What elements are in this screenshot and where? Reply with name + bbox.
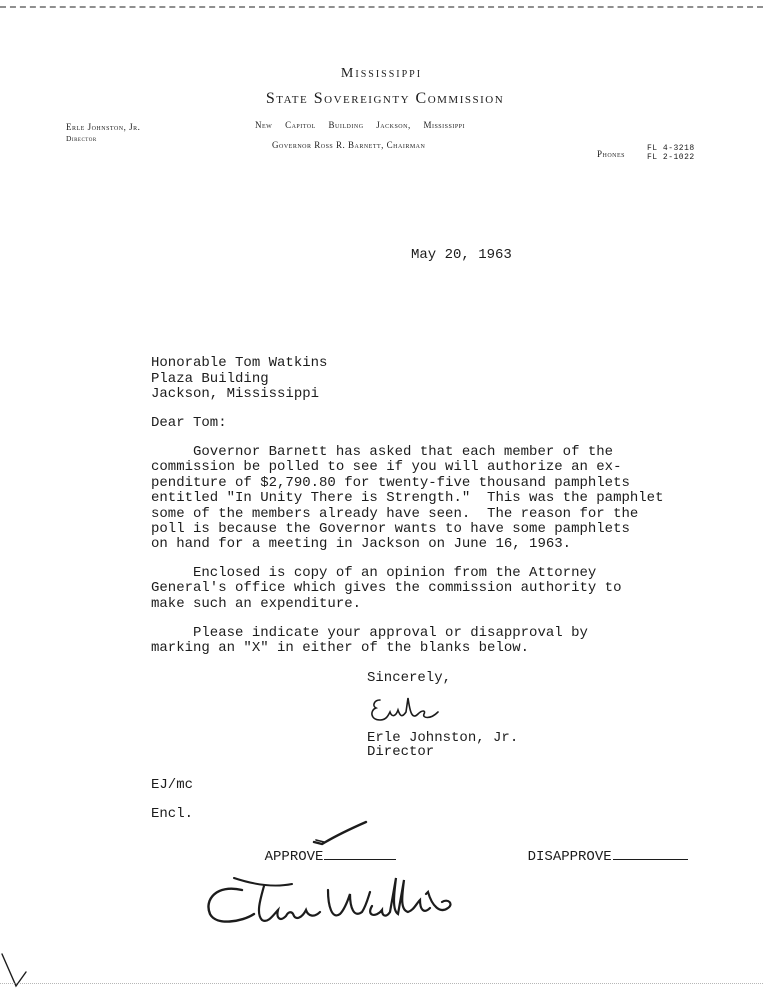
disapprove-label: DISAPPROVE (527, 849, 612, 865)
recipient-line: Plaza Building (151, 370, 269, 387)
letterhead-director-title: Director (66, 134, 97, 143)
body-line: on hand for a meeting in Jackson on June 16, 1963. (151, 536, 572, 553)
scan-top-edge (0, 6, 763, 8)
body-paragraph-2 (151, 566, 711, 612)
typist-initials: EJ/mc (151, 777, 194, 793)
body-line: Please indicate your approval or disapproval by (151, 625, 588, 641)
body-paragraph-3 (151, 626, 711, 657)
body-paragraph-1 (151, 445, 711, 553)
body-line: commission be polled to see if you will authorize an ex- (151, 459, 622, 476)
body-line: penditure of $2,790.80 for twenty-five thousand pamphlets (151, 474, 630, 491)
letterhead-state: Mississippi (340, 66, 423, 81)
closing: Sincerely, (367, 670, 452, 686)
recipient-address (151, 356, 327, 403)
approve-blank[interactable] (324, 859, 396, 860)
body-line: make such an expenditure. (151, 595, 362, 612)
disapprove-blank[interactable] (613, 859, 688, 860)
disapprove-option[interactable] (494, 833, 688, 881)
recipient-line: Honorable Tom Watkins (151, 355, 328, 371)
letterhead-governor: Governor Ross R. Barnett, Chairman (272, 140, 426, 150)
letter-date: May 20, 1963 (411, 247, 512, 263)
signature-watkins (202, 870, 472, 945)
letterhead-phone-1: FL 4-3218 (647, 144, 695, 153)
salutation: Dear Tom: (151, 415, 227, 431)
recipient-line: Jackson, Mississippi (151, 386, 320, 402)
signature-erle (368, 692, 448, 733)
body-line: Governor Barnett has asked that each member of the (151, 444, 614, 460)
letterhead-director-name: Erle Johnston, Jr. (66, 122, 141, 132)
scan-corner-mark (0, 948, 30, 995)
body-line: Enclosed is copy of an opinion from the Attorney (151, 565, 597, 581)
signer-name: Erle Johnston, Jr. (367, 730, 519, 746)
approve-check-mark-icon (310, 820, 374, 855)
body-line: some of the members already have seen. The reason for the (151, 505, 639, 522)
body-line: poll is because the Governor wants to have some pamphlets (151, 521, 630, 538)
enclosure-note: Encl. (151, 806, 194, 822)
letterhead-address: New Capitol Building Jackson, Mississippi (255, 120, 465, 130)
approve-label: APPROVE (264, 849, 324, 865)
body-line: marking an "X" in either of the blanks below. (151, 640, 530, 657)
letterhead-commission: State Sovereignty Commission (265, 90, 505, 107)
signer-title: Director (367, 744, 435, 760)
letterhead-phones-label: Phones (597, 149, 626, 159)
scan-bottom-edge (0, 983, 763, 984)
letterhead-phone-2: FL 2-1022 (647, 153, 695, 162)
body-line: General's office which gives the commission authority to (151, 580, 622, 597)
body-line: entitled "In Unity There is Strength." This was the pamphlet (151, 490, 664, 507)
